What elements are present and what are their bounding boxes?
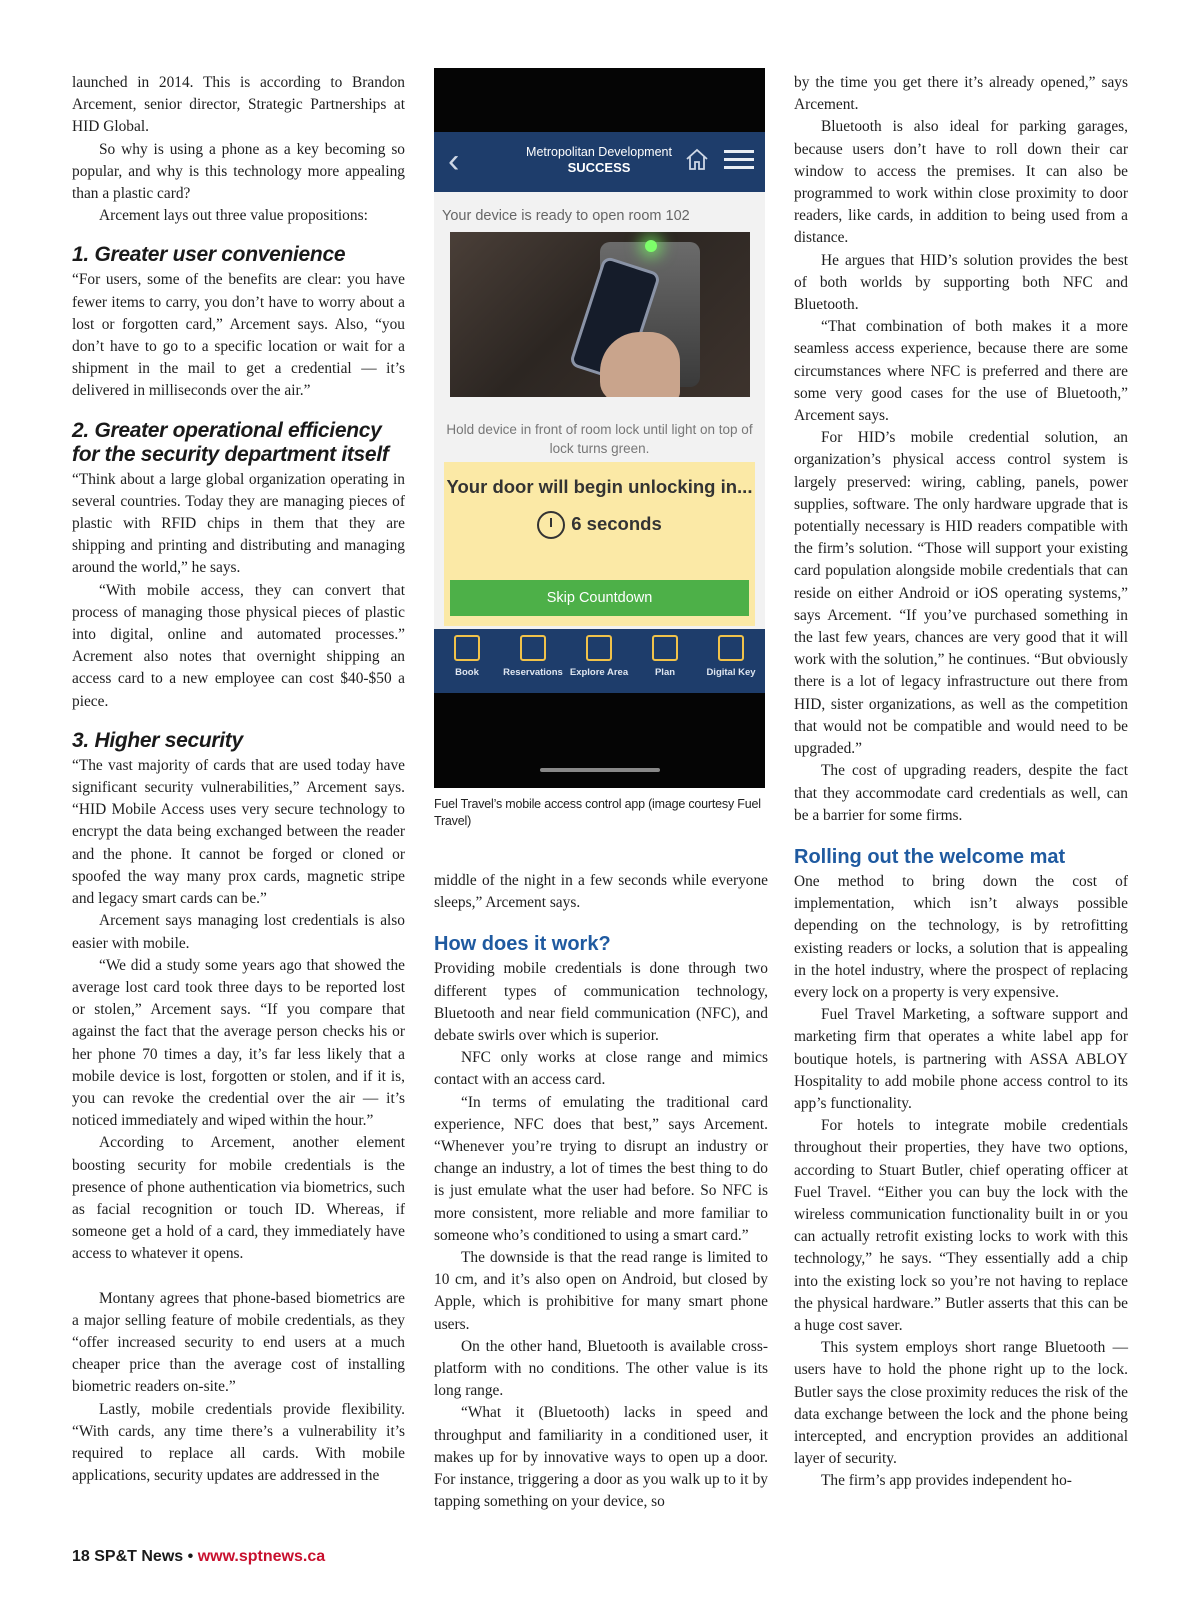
paragraph: Arcement says managing lost credentials is also easier with mobile. [72,912,405,952]
heading-convenience: 1. Greater user convenience [72,243,346,267]
paragraph: For HID’s mobile credential solution, an organization’s physical access control system is largely preserved: wiring, cabling, panels, power supplies, software. The only hardware upgrade that is potentially necessary is HID readers compatible with the firm’s solution. “Those will support your existing card population alongside mobile credentials that can reside on either Android or iOS operating systems,” says Arcement. “If you’ve purchased something in the last few years, chances are very good that it will work with the solution,” he continues. “But obviously there is a lot of legacy infrastructure out there from HID, sister organizations, as well as the competition that would not be compatible and would need to be upgraded.” [794,429,1128,758]
paragraph: Fuel Travel Marketing, a software support and marketing firm that operates a white label app for boutique hotels, is partnering with ASSA ABLOY Hospitality to add mobile phone access control to its app’s functionality. [794,1006,1128,1112]
paragraph: “In terms of emulating the traditional card experience, NFC does that best,” says Arcement. “Whenever you’re trying to disrupt an industry or change an industry, a lot of times the best thing to do is just emulate what the user had before. So NFC is more consistent, more reliable and more familiar to someone who’s conditioned to using a smart card.” [434,1093,768,1244]
tab-label: Book [455,667,479,678]
paragraph: “The vast majority of cards that are used today have significant security vulnerabilities,” Arcement says. “HID Mobile Access uses very secure technology to encrypt the data being exchanged between the reader and the phone. It cannot be forged or cloned or spoofed the way many prox cards, magnetic stripe and legacy smart cards can be.” [72,756,405,908]
tab-digital-key [698,635,764,678]
column-3 [794,72,1128,1493]
paragraph: This system employs short range Bluetooth — users have to hold the phone right up to the lock. Butler says the close proximity reduces the risk of the data exchange between the lock and the phone being intercepted, and encryption provides an additional layer of security. [794,1339,1128,1468]
image-caption: Fuel Travel’s mobile access control app (image courtesy Fuel Travel) [434,797,761,828]
paragraph: “For users, some of the benefits are clear: you have fewer items to carry, you don’t have to worry about a lost or forgotten card,” Arcement says. Also, “you don’t have to go to a specific location or wait for a shipment in the mail to get a credential — it’s delivered in milliseconds over the air.” [72,271,405,400]
paragraph: For hotels to integrate mobile credentials throughout their properties, they have two options, according to Stuart Butler, chief operating officer at Fuel Travel. “Either you can buy the lock with the wireless communication functionality built in or you can actually retrofit existing locks to work with this technology,” he says. “They essentially add a chip into the existing lock so you’re not having to replace the physical hardware.” Butler asserts that this can be a huge cost saver. [794,1117,1128,1334]
map-icon [586,635,612,661]
page-number: 18 [72,1548,90,1565]
column-2 [434,870,768,1513]
tab-book [434,635,500,678]
home-icon [684,146,710,172]
paragraph: “What it (Bluetooth) lacks in speed and throughput and familiarity in a conditioned user, it makes up for by innovative ways to open up a door. For instance, triggering a door as you walk up to it by tapping something on your device, so [434,1404,768,1511]
paragraph: “We did a study some years ago that showed the average lost card took three days to be reported lost or stolen,” Arcement says. “If you compare that against the fact that the average person checks his or her phone 70 times a day, it’s far less likely that a mobile device is lost, forgotten or stolen, and if it is, you can revoke the credential over the air — it’s noticed immediately and wiped within the hour.” [72,956,405,1130]
menu-icon [724,150,754,172]
paragraph: by the time you get there it’s already opened,” says Arcement. [794,74,1128,114]
column-1 [72,72,405,1487]
paragraph: He argues that HID’s solution provides the best of both worlds by supporting both NFC and Bluetooth. [794,251,1128,314]
ready-message: Your device is ready to open room 102 [442,208,690,224]
countdown-message: Your door will begin unlocking in... [446,476,753,497]
tab-label: Digital Key [706,667,756,678]
tab-label: Explore Area [569,667,629,678]
heading-how-it-works: How does it work? [434,933,611,956]
paragraph: NFC only works at close range and mimics contact with an access card. [434,1049,768,1089]
app-tab-bar [434,629,765,693]
paragraph: On the other hand, Bluetooth is available cross-platform with no conditions. The other value is its long range. [434,1337,768,1400]
paragraph: According to Arcement, another element boosting security for mobile credentials is the presence of phone authentication via biometrics, such as facial recognition or touch ID. Whereas, if someone get a hold of a card, they immediately have access to whatever it opens. [72,1134,405,1263]
checklist-icon [652,635,678,661]
app-body [434,192,765,629]
paragraph: The downside is that the read range is limited to 10 cm, and it’s also open on Android, but closed by Apple, which is prohibitive for many smart phone users. [434,1249,768,1333]
paragraph: Providing mobile credentials is done through two different types of communication technology, Bluetooth and near field communication (NFC), and debate swirls over which is superior. [434,960,768,1045]
calendar-icon [454,635,480,661]
alarm-clock-icon [537,511,565,539]
page-footer [72,1548,325,1566]
paragraph: The firm’s app provides independent ho- [821,1472,1072,1490]
paragraph: middle of the night in a few seconds while everyone sleeps,” Arcement says. [434,872,768,912]
app-header [434,132,765,192]
instruction-text: Hold device in front of room lock until light on top of lock turns green. [446,422,753,456]
heading-security: 3. Higher security [72,728,243,752]
skip-countdown-button: Skip Countdown [450,580,749,616]
website-link[interactable]: www.sptnews.ca [197,1548,326,1565]
paragraph: “Think about a large global organization operating in several countries. Today they are managing pieces of plastic with RFID chips in them that they are shipping and printing and distributing and managing around the world,” he says. [72,470,405,577]
tab-explore-area [566,635,632,678]
paragraph: launched in 2014. This is according to Brandon Arcement, senior director, Strategic Partnerships at HID Global. [72,74,405,136]
heading-welcome-mat: Rolling out the welcome mat [794,845,1066,868]
heading-efficiency: 2. Greater operational efficiency for the security department itself [72,418,389,466]
paragraph: Arcement lays out three value propositions: [99,207,368,225]
app-screenshot [434,68,765,788]
paragraph: “With mobile access, they can convert that process of managing those physical pieces of plastic into digital, online and automated processes.” Acrement also notes that overnight shipping an access card to a new employee can cost $40-$50 a piece. [72,581,405,710]
paragraph: Bluetooth is also ideal for parking garages, because users don’t have to roll down their car window to access the premises. It can also be programmed to work within close proximity to door readers, like cards, in addition to being used from a distance. [794,118,1128,247]
paragraph: The cost of upgrading readers, despite the fact that they accommodate card credentials as well, can be a barrier for some firms. [794,762,1128,824]
footer-separator: • [187,1548,194,1565]
paragraph: “That combination of both makes it a more seamless access experience, because there are some circumstances where NFC is preferred and there are some very good cases for the use of Bluetooth,” Arcement says. [794,318,1128,425]
tab-plan [632,635,698,678]
app-status: SUCCESS [567,160,631,175]
paragraph: So why is using a phone as a key becoming so popular, and why is this technology more appealing than a plastic card? [72,140,405,203]
home-indicator [540,768,660,772]
paragraph: Lastly, mobile credentials provide flexibility. “With cards, any time there’s a vulnerability it’s required to replace all cards. With mobile applications, security updates are addressed in the [72,1400,405,1485]
publication-name: SP&T News [94,1548,184,1565]
app-title-text: Metropolitan Development [526,145,672,159]
tab-label: Reservations [503,667,563,678]
tab-label: Plan [654,667,676,678]
tab-reservations [500,635,566,678]
paragraph: One method to bring down the cost of implementation, which isn’t always possible depending on the technology, is by retrofitting existing readers or locks, a solution that is appealing in the hotel industry, where the prospect of replacing every lock on a property is very expensive. [794,872,1128,1001]
countdown-seconds: 6 seconds [571,512,662,534]
countdown-timer [444,511,755,539]
key-icon [718,635,744,661]
book-icon [520,635,546,661]
back-icon: ‹ [448,142,460,180]
paragraph: Montany agrees that phone-based biometrics are a major selling feature of mobile credentials, as they “offer increased security to end users at a much cheaper price than the average cost of installing biometric readers on-site.” [72,1289,405,1396]
door-lock-photo [450,232,750,397]
app-title [514,144,684,176]
countdown-panel [444,462,755,626]
